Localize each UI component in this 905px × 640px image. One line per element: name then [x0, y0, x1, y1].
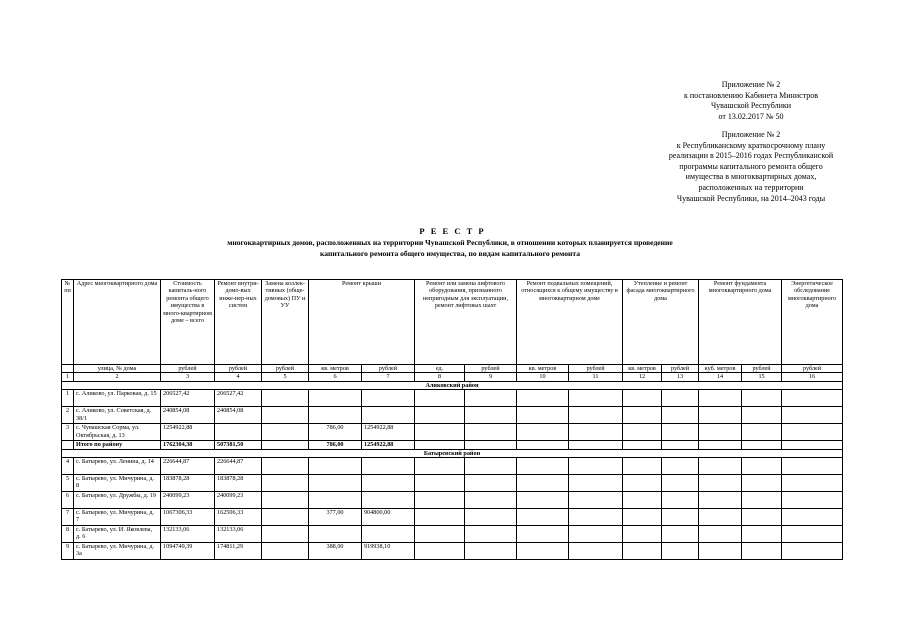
column-number-cell: 1	[62, 373, 74, 381]
row-meters	[262, 475, 309, 492]
row-roof-cost: 1254922,88	[362, 424, 415, 441]
row-address: с. Аликово, ул. Парковая, д. 15	[74, 390, 161, 407]
appendix-2-line: к Республиканскому краткосрочному плану	[676, 140, 826, 150]
row-empty-cell	[415, 458, 465, 475]
row-empty-cell	[415, 526, 465, 543]
header-cost: Стоимость капиталь-ного ремонта общего имущества в много-квартирном доме – всего	[161, 280, 215, 365]
row-empty-cell	[662, 475, 699, 492]
row-roof-area: 786,00	[309, 424, 362, 441]
row-empty-cell	[415, 543, 465, 560]
row-empty-cell	[623, 407, 662, 424]
row-empty-cell	[415, 390, 465, 407]
row-address: с. Батырево, ул. Мичурина, д. 8	[74, 475, 161, 492]
row-internal-systems: 240854,08	[215, 407, 262, 424]
table-row	[62, 526, 843, 543]
row-empty-cell	[742, 424, 782, 441]
total-empty-cell	[699, 441, 742, 449]
row-empty-cell	[569, 475, 623, 492]
row-empty-cell	[569, 407, 623, 424]
appendix-1-line: Чувашской Республики	[710, 101, 792, 111]
row-roof-area: 377,00	[309, 509, 362, 526]
row-empty-cell	[465, 458, 517, 475]
row-total-cost: 1067306,33	[161, 509, 215, 526]
row-address: с. Батырево, ул. Мичурина, д. 7	[74, 509, 161, 526]
row-empty-cell	[782, 390, 843, 407]
table-row	[62, 390, 843, 407]
row-number: 4	[62, 458, 74, 475]
row-roof-area	[309, 458, 362, 475]
row-empty-cell	[623, 475, 662, 492]
district-name: Батыревский район	[62, 449, 843, 457]
row-roof-cost	[362, 475, 415, 492]
registry-table-body	[62, 280, 843, 560]
appendix-1-line: к постановлению Кабинета Министров	[683, 90, 819, 100]
row-number: 5	[62, 475, 74, 492]
appendix-note-1	[636, 80, 866, 122]
row-empty-cell	[569, 526, 623, 543]
row-empty-cell	[517, 475, 569, 492]
total-empty	[62, 441, 74, 449]
row-empty-cell	[569, 509, 623, 526]
row-total-cost: 240099,23	[161, 492, 215, 509]
unit-cell: куб. метров	[699, 365, 742, 373]
row-empty-cell	[415, 509, 465, 526]
row-empty-cell	[662, 458, 699, 475]
unit-cell: кв. метров	[309, 365, 362, 373]
row-empty-cell	[465, 543, 517, 560]
row-roof-cost	[362, 407, 415, 424]
row-empty-cell	[742, 509, 782, 526]
row-empty-cell	[517, 458, 569, 475]
header-roof: Ремонт крыши	[309, 280, 415, 365]
row-empty-cell	[662, 492, 699, 509]
row-number: 9	[62, 543, 74, 560]
table-row	[62, 475, 843, 492]
row-roof-cost	[362, 390, 415, 407]
column-number-cell: 11	[569, 373, 623, 381]
row-empty-cell	[517, 390, 569, 407]
row-empty-cell	[569, 543, 623, 560]
row-empty-cell	[569, 390, 623, 407]
header-facade: Утепление и ремонт фасада многоквартирного дома	[623, 280, 699, 365]
total-empty-cell	[569, 441, 623, 449]
row-number: 8	[62, 526, 74, 543]
row-empty-cell	[742, 407, 782, 424]
district-row	[62, 381, 843, 389]
row-empty-cell	[569, 458, 623, 475]
column-number-cell: 5	[262, 373, 309, 381]
row-empty-cell	[662, 526, 699, 543]
unit-cell: рублей	[742, 365, 782, 373]
row-empty-cell	[465, 424, 517, 441]
row-roof-cost: 904800,00	[362, 509, 415, 526]
unit-cell: рублей	[215, 365, 262, 373]
row-empty-cell	[623, 390, 662, 407]
row-roof-cost	[362, 458, 415, 475]
row-roof-cost	[362, 526, 415, 543]
header-energy: Энергетическое обследование многоквартирного дома	[782, 280, 843, 365]
registry-subtitle	[100, 238, 800, 259]
row-empty-cell	[699, 407, 742, 424]
row-empty-cell	[742, 543, 782, 560]
row-meters	[262, 424, 309, 441]
total-roof-cost: 1254922,88	[362, 441, 415, 449]
row-empty-cell	[465, 509, 517, 526]
row-number: 7	[62, 509, 74, 526]
appendix-2-line: имущества в многоквартирных домах,	[685, 172, 817, 182]
row-empty-cell	[699, 492, 742, 509]
row-empty-cell	[782, 543, 843, 560]
row-empty-cell	[569, 492, 623, 509]
row-number: 6	[62, 492, 74, 509]
row-internal-systems: 183878,28	[215, 475, 262, 492]
row-empty-cell	[782, 475, 843, 492]
row-address: с. Аликово, ул. Советская, д. 38/1	[74, 407, 161, 424]
column-number-cell: 6	[309, 373, 362, 381]
table-header-row	[62, 280, 843, 365]
header-basement: Ремонт подвальных помещений, относящихся к общему имуществу в многоквартирном доме	[517, 280, 623, 365]
row-internal-systems	[215, 424, 262, 441]
total-internal: 507381,50	[215, 441, 262, 449]
row-address: с. Батырево, ул. И. Яковлева, д. 6	[74, 526, 161, 543]
total-meters	[262, 441, 309, 449]
total-empty-cell	[623, 441, 662, 449]
row-empty-cell	[517, 526, 569, 543]
row-empty-cell	[623, 458, 662, 475]
appendix-note-2	[636, 130, 866, 204]
registry-table	[61, 279, 843, 560]
row-empty-cell	[782, 407, 843, 424]
row-internal-systems: 174811,29	[215, 543, 262, 560]
row-internal-systems: 162506,33	[215, 509, 262, 526]
row-address: с. Чувашская Сорма, ул. Октябрьская, д. 13	[74, 424, 161, 441]
appendix-2-line: расположенных на территории	[698, 182, 804, 192]
header-elevator: Ремонт или замена лифтового оборудования, признанного непригодным для эксплуатации, ремонт лифтовых шахт	[415, 280, 517, 365]
unit-cell: рублей	[662, 365, 699, 373]
row-empty-cell	[517, 492, 569, 509]
row-empty-cell	[782, 526, 843, 543]
row-empty-cell	[699, 390, 742, 407]
unit-cell: ед.	[415, 365, 465, 373]
row-roof-area	[309, 475, 362, 492]
table-row	[62, 407, 843, 424]
total-empty-cell	[415, 441, 465, 449]
row-number: 3	[62, 424, 74, 441]
unit-cell: рублей	[362, 365, 415, 373]
total-roof-area: 786,00	[309, 441, 362, 449]
unit-cell: кв. метров	[623, 365, 662, 373]
district-name: Аликовский район	[62, 381, 843, 389]
appendix-2-line: программы капитального ремонта общего	[679, 161, 823, 171]
unit-cell-empty	[62, 365, 74, 373]
column-number-cell: 8	[415, 373, 465, 381]
column-number-cell: 14	[699, 373, 742, 381]
row-empty-cell	[517, 509, 569, 526]
unit-cell: рублей	[161, 365, 215, 373]
row-empty-cell	[662, 509, 699, 526]
row-roof-area	[309, 492, 362, 509]
row-total-cost: 1254922,88	[161, 424, 215, 441]
total-label: Итого по району	[74, 441, 161, 449]
table-row	[62, 543, 843, 560]
row-empty-cell	[465, 475, 517, 492]
total-empty-cell	[465, 441, 517, 449]
row-empty-cell	[699, 543, 742, 560]
row-address: с. Батырево, ул. Мичурина, д. 3а	[74, 543, 161, 560]
total-empty-cell	[742, 441, 782, 449]
row-empty-cell	[517, 407, 569, 424]
column-number-cell: 12	[623, 373, 662, 381]
row-roof-cost	[362, 492, 415, 509]
row-meters	[262, 492, 309, 509]
row-number: 1	[62, 390, 74, 407]
unit-cell: рублей	[782, 365, 843, 373]
table-row	[62, 424, 843, 441]
row-empty-cell	[699, 475, 742, 492]
unit-cell: кв. метров	[517, 365, 569, 373]
column-number-cell: 9	[465, 373, 517, 381]
row-empty-cell	[699, 526, 742, 543]
row-empty-cell	[782, 424, 843, 441]
column-number-cell: 13	[662, 373, 699, 381]
row-empty-cell	[517, 424, 569, 441]
row-empty-cell	[415, 492, 465, 509]
row-roof-cost: 919938,10	[362, 543, 415, 560]
total-empty-cell	[517, 441, 569, 449]
district-row	[62, 449, 843, 457]
row-empty-cell	[662, 390, 699, 407]
total-empty-cell	[782, 441, 843, 449]
appendix-1-line: Приложение № 2	[721, 80, 781, 89]
row-empty-cell	[623, 424, 662, 441]
row-internal-systems: 206527,42	[215, 390, 262, 407]
row-empty-cell	[782, 458, 843, 475]
column-number-cell: 16	[782, 373, 843, 381]
row-empty-cell	[465, 492, 517, 509]
row-empty-cell	[742, 458, 782, 475]
row-meters	[262, 458, 309, 475]
table-row	[62, 492, 843, 509]
row-meters	[262, 543, 309, 560]
table-units-row	[62, 365, 843, 373]
table-row	[62, 509, 843, 526]
row-empty-cell	[742, 526, 782, 543]
row-total-cost: 240854,08	[161, 407, 215, 424]
header-meters: Замена коллек-тивных (обще-домовых) ПУ и УУ	[262, 280, 309, 365]
row-roof-area	[309, 390, 362, 407]
district-total-row	[62, 441, 843, 449]
header-internal: Ремонт внутри-домо-вых инже-нер-ных систем	[215, 280, 262, 365]
appendix-1-line: от 13.02.2017 № 50	[718, 111, 784, 121]
unit-cell: рублей	[569, 365, 623, 373]
appendix-2-line: реализации в 2015–2016 годах Республиканской	[668, 151, 834, 161]
row-total-cost: 1094749,39	[161, 543, 215, 560]
row-roof-area	[309, 526, 362, 543]
row-empty-cell	[415, 407, 465, 424]
row-address: с. Батырево, ул. Дружбы, д. 19	[74, 492, 161, 509]
row-empty-cell	[465, 526, 517, 543]
row-meters	[262, 509, 309, 526]
row-roof-area	[309, 407, 362, 424]
row-empty-cell	[465, 407, 517, 424]
row-empty-cell	[569, 424, 623, 441]
row-total-cost: 226644,87	[161, 458, 215, 475]
row-empty-cell	[623, 509, 662, 526]
row-total-cost: 132133,06	[161, 526, 215, 543]
row-empty-cell	[623, 492, 662, 509]
row-empty-cell	[662, 424, 699, 441]
column-number-cell: 7	[362, 373, 415, 381]
row-empty-cell	[662, 543, 699, 560]
row-empty-cell	[465, 390, 517, 407]
column-number-cell: 3	[161, 373, 215, 381]
total-empty-cell	[662, 441, 699, 449]
column-number-cell: 10	[517, 373, 569, 381]
row-empty-cell	[517, 543, 569, 560]
row-meters	[262, 526, 309, 543]
row-number: 2	[62, 407, 74, 424]
row-empty-cell	[782, 509, 843, 526]
row-empty-cell	[742, 492, 782, 509]
column-number-cell: 2	[74, 373, 161, 381]
registry-title: Р Е Е С Т Р	[419, 226, 486, 236]
row-empty-cell	[782, 492, 843, 509]
row-empty-cell	[415, 424, 465, 441]
row-empty-cell	[662, 407, 699, 424]
row-empty-cell	[699, 424, 742, 441]
row-address: с. Батырево, ул. Ленина, д. 14	[74, 458, 161, 475]
unit-cell: рублей	[262, 365, 309, 373]
column-number-cell: 15	[742, 373, 782, 381]
unit-cell: рублей	[465, 365, 517, 373]
row-total-cost: 183878,28	[161, 475, 215, 492]
row-empty-cell	[699, 458, 742, 475]
subtitle-line-2: капитального ремонта общего имущества, по видам капитального ремонта	[319, 248, 580, 258]
subtitle-line-1: многоквартирных домов, расположенных на территории Чувашской Республики, в отношении которых планируется проведение	[227, 238, 673, 247]
total-cost: 1762304,38	[161, 441, 215, 449]
table-column-numbers-row	[62, 373, 843, 381]
header-num: № пп	[62, 280, 74, 365]
row-internal-systems: 132133,06	[215, 526, 262, 543]
header-address: Адрес многоквартирного дома	[74, 280, 161, 365]
row-empty-cell	[623, 543, 662, 560]
table-row	[62, 458, 843, 475]
row-meters	[262, 407, 309, 424]
row-total-cost: 206527,42	[161, 390, 215, 407]
row-internal-systems: 240099,23	[215, 492, 262, 509]
row-internal-systems: 226644,87	[215, 458, 262, 475]
row-empty-cell	[415, 475, 465, 492]
row-empty-cell	[742, 475, 782, 492]
row-meters	[262, 390, 309, 407]
row-empty-cell	[699, 509, 742, 526]
appendix-2-line: Приложение № 2	[721, 130, 781, 139]
row-empty-cell	[742, 390, 782, 407]
unit-cell: улица, № дома	[74, 365, 161, 373]
row-roof-area: 388,00	[309, 543, 362, 560]
row-empty-cell	[623, 526, 662, 543]
column-number-cell: 4	[215, 373, 262, 381]
header-foundation: Ремонт фундамента многоквартирного дома	[699, 280, 782, 365]
appendix-2-line: Чувашской Республики, на 2014–2043 годы	[676, 193, 826, 203]
